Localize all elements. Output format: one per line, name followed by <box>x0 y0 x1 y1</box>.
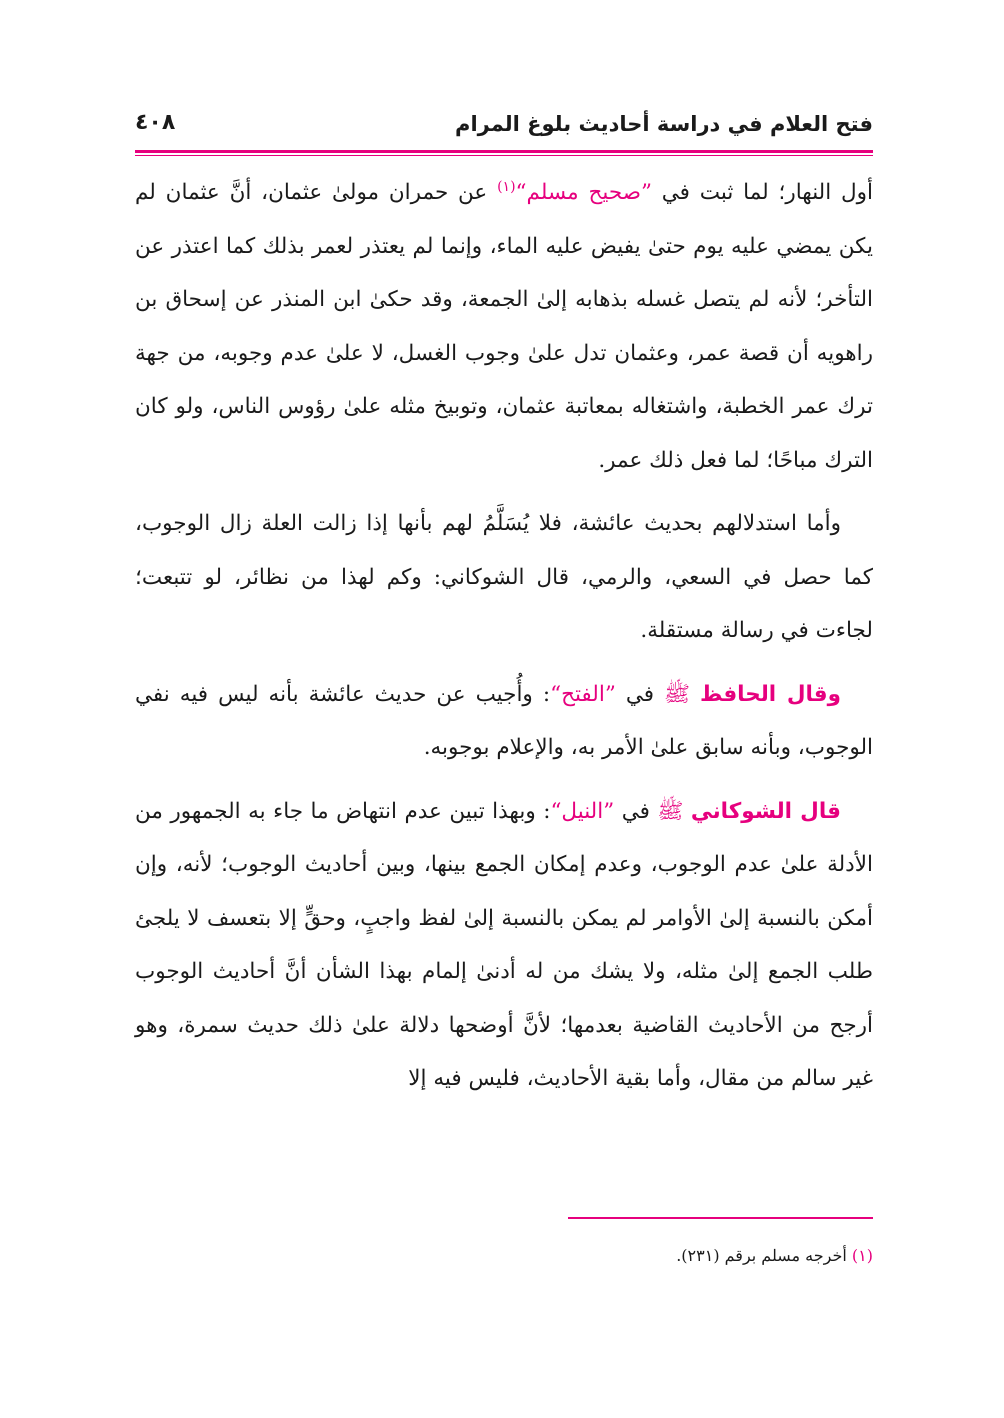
speaker-name: وقال الحافظ <box>700 681 841 707</box>
main-text <box>135 166 873 1106</box>
page-header <box>135 108 873 144</box>
paragraph-1 <box>135 166 873 487</box>
footnote-divider <box>568 1217 873 1219</box>
book-title: فتح العلام في دراسة أحاديث بلوغ المرام <box>455 112 873 136</box>
text: : وبهذا تبين عدم انتهاض ما جاء به الجمهور من الأدلة علىٰ عدم الوجوب، وعدم إمكان الجمع بينها، وبين أحاديث الوجوب؛ لأنه، وإن أمكن بالنسبة إلىٰ الأوامر لم يمكن بالنسبة إلىٰ لفظ واجبٍ، وحقٍّ إلا بتعسف لا يلجئ طلب الجمع إلىٰ مثله، ولا يشك من له أدنىٰ إلمام بهذا الشأن أنَّ أحاديث الوجوب أرجح من الأحاديث القاضية بعدمها؛ لأنَّ أوضحها دلالة علىٰ ذلك حديث سمرة، وهو غير سالم من مقال، وأما بقية الأحاديث، فليس فيه إلا <box>135 798 873 1091</box>
footnote <box>300 1246 873 1265</box>
honorific-icon: ﷺ <box>654 681 701 707</box>
paragraph-2: وأما استدلالهم بحديث عائشة، فلا يُسَلَّمُ لهم بأنها إذا زالت العلة زال الوجوب، كما حصل في السعي، والرمي، قال الشوكاني: وكم لهذا من نظائر، لو تتبعت؛ لجاءت في رسالة مستقلة. <box>135 511 873 643</box>
paragraph-3 <box>135 668 873 775</box>
honorific-icon: ﷺ <box>649 798 691 824</box>
text: : وأُجيب عن حديث عائشة بأنه ليس فيه نفي الوجوب، وبأنه سابق علىٰ الأمر به، والإعلام بوجوبه. <box>135 681 873 760</box>
quoted-source: ”النيل“ <box>550 798 615 824</box>
text: أول النهار؛ لما ثبت في <box>651 180 873 205</box>
header-divider-thin <box>135 155 873 156</box>
quoted-source: ”الفتح“ <box>550 681 616 707</box>
quoted-source: ”صحيح مسلم“ <box>515 180 652 205</box>
page-number: ٤٠٨ <box>135 110 176 135</box>
footnote-text: أخرجه مسلم برقم (٢٣١). <box>676 1246 852 1265</box>
header-divider <box>135 150 873 153</box>
text: عن حمران مولىٰ عثمان، أنَّ عثمان لم يكن يمضي عليه يوم حتىٰ يفيض عليه الماء، وإنما لم يعتذر لعمر بذلك كما اعتذر عن التأخر؛ لأنه لم يتصل غسله بذهابه إلىٰ الجمعة، وقد حكىٰ ابن المنذر عن إسحاق بن راهويه أن قصة عمر، وعثمان تدل علىٰ وجوب الغسل، لا علىٰ عدم وجوبه، من جهة ترك عمر الخطبة، واشتغاله بمعاتبة عثمان، وتوبيخ مثله علىٰ رؤوس الناس، ولو كان الترك مباحًا؛ لما فعل ذلك عمر. <box>135 180 873 473</box>
text: في <box>614 798 650 824</box>
text: في <box>615 681 655 707</box>
footnote-reference[interactable]: (١) <box>497 178 516 195</box>
speaker-name: قال الشوكاني <box>690 798 841 824</box>
footnote-marker: (١) <box>851 1246 873 1265</box>
paragraph-4 <box>135 785 873 1106</box>
